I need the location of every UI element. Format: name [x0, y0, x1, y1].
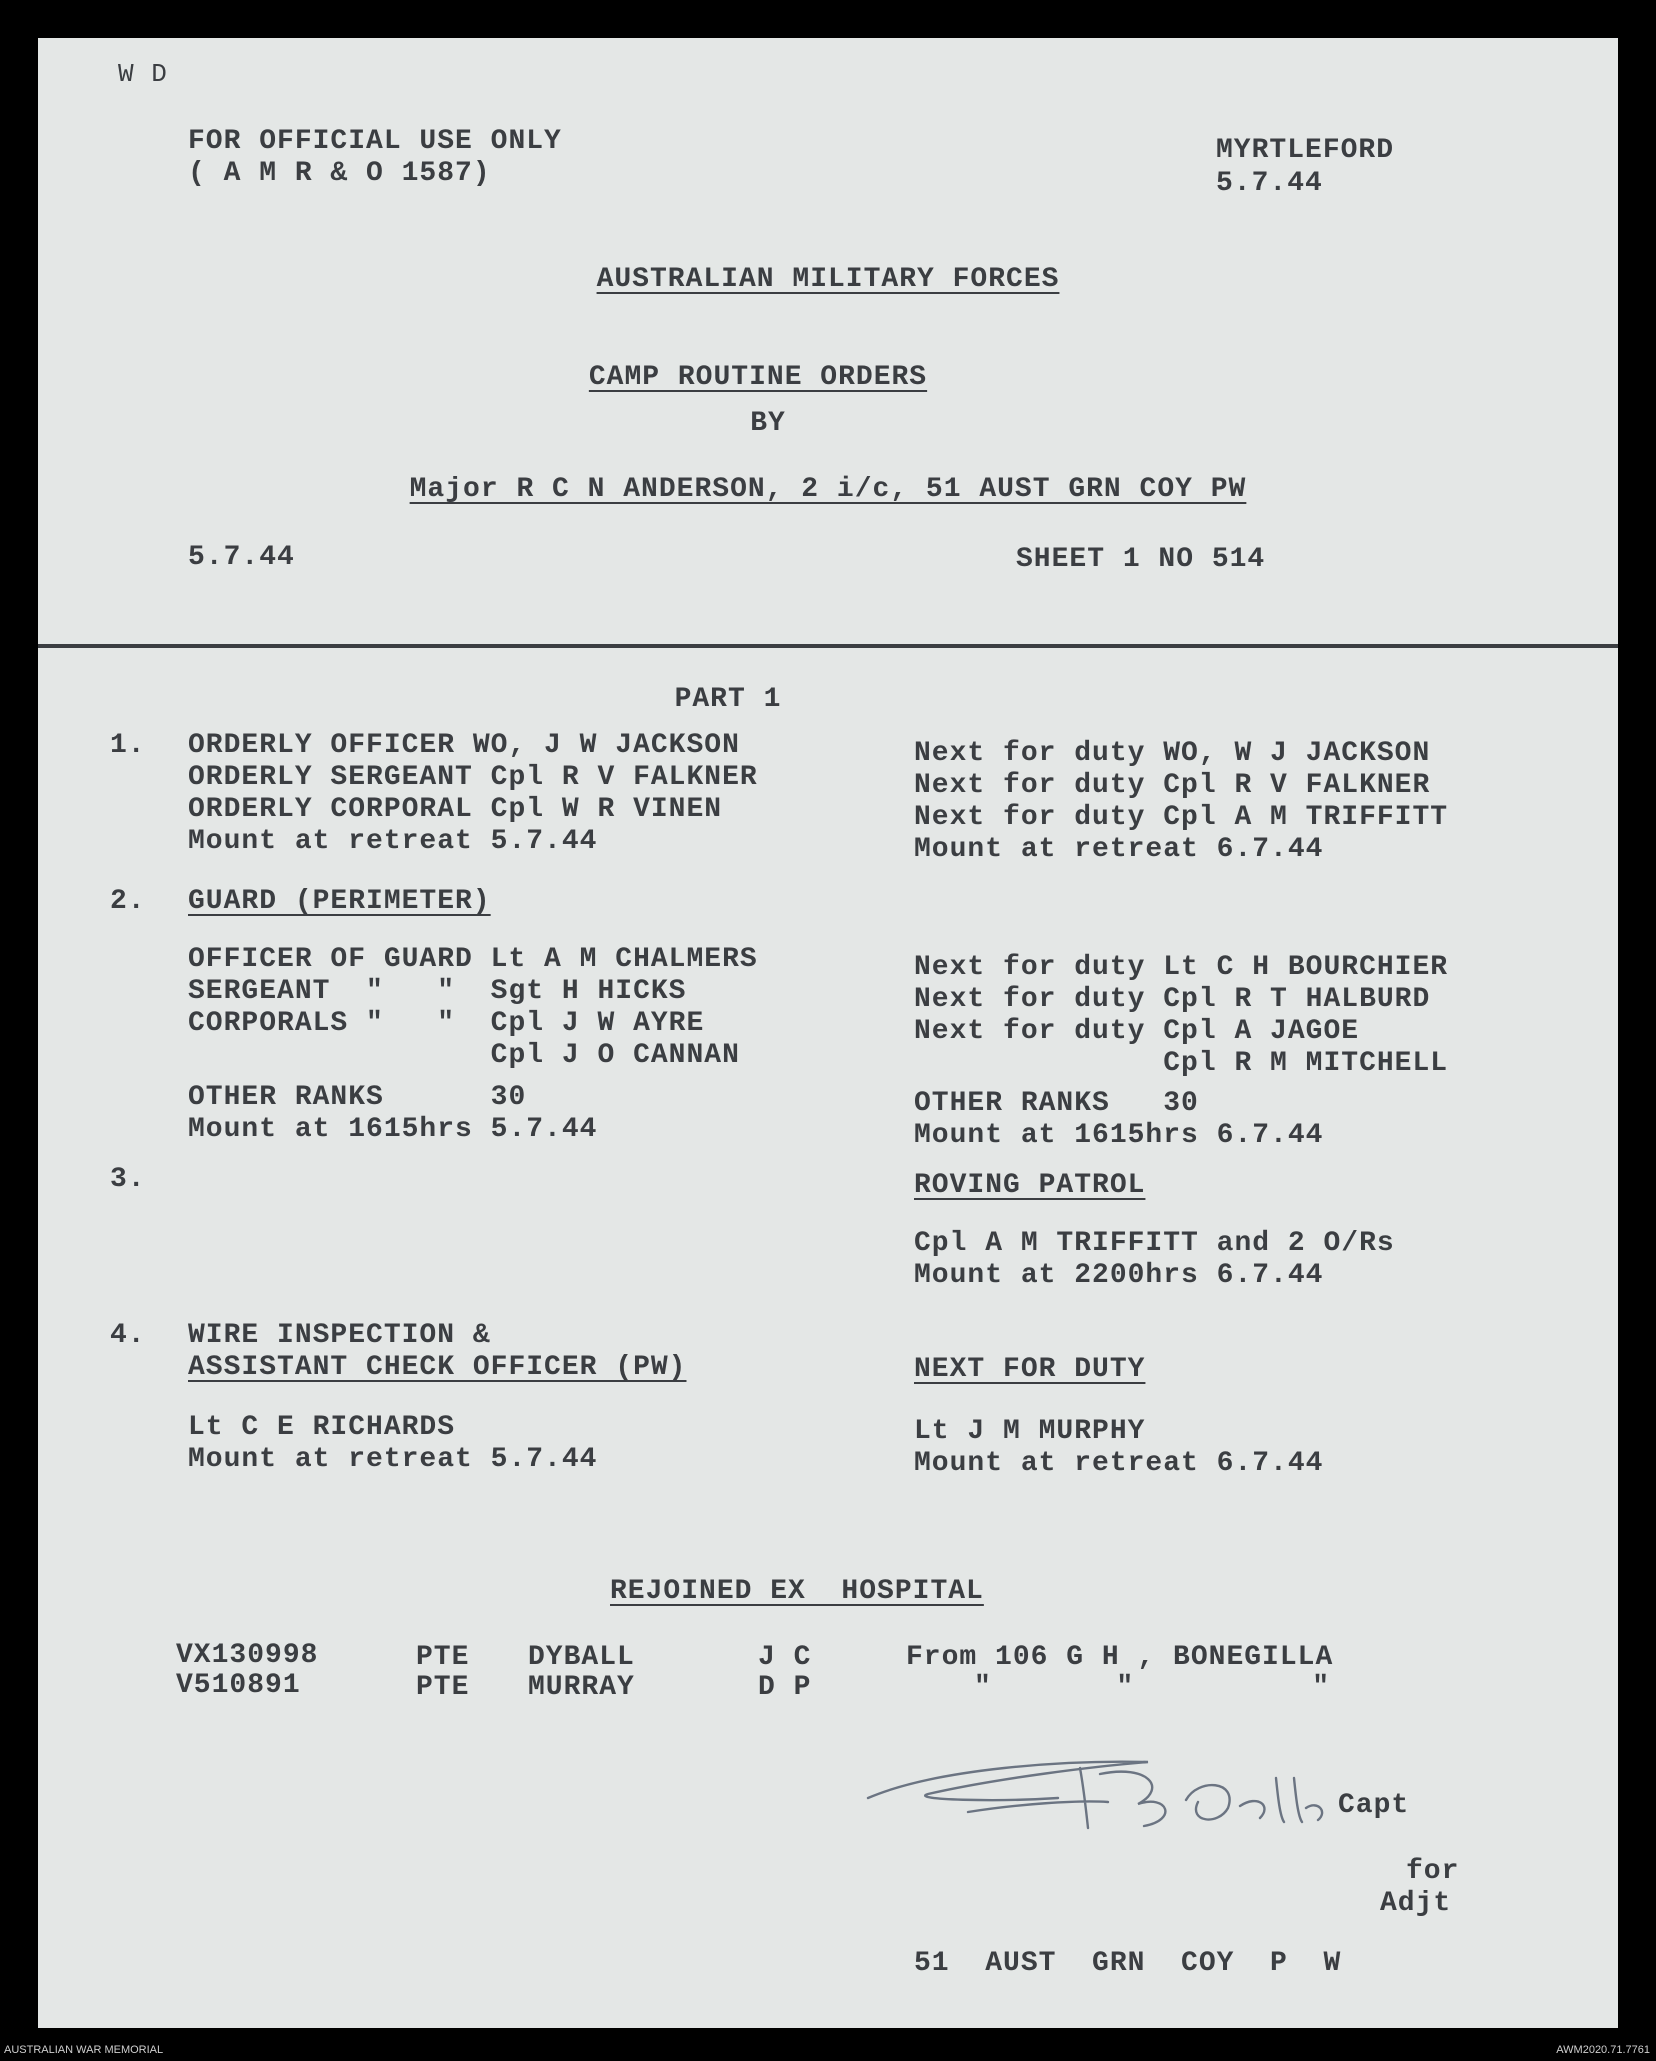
item-4-left-line: Lt C E RICHARDS: [188, 1412, 456, 1443]
official-use-label: FOR OFFICIAL USE ONLY: [188, 126, 562, 157]
from-unit: From 106 G H , BONEGILLA: [906, 1642, 1334, 1673]
item-2-left-line: OFFICER OF GUARD Lt A M CHALMERS: [188, 944, 758, 975]
item-2-right-line: Cpl R M MITCHELL: [914, 1048, 1449, 1079]
item-1-left-line: ORDERLY OFFICER WO, J W JACKSON: [188, 730, 740, 761]
item-2-right-line: Next for duty Lt C H BOURCHIER: [914, 952, 1449, 983]
item-1-right-line: Next for duty WO, W J JACKSON: [914, 738, 1431, 769]
item-2-left-line: CORPORALS " " Cpl J W AYRE: [188, 1008, 705, 1039]
archive-reference: AWM2020.71.7761: [1556, 2044, 1650, 2056]
rejoined-heading: REJOINED EX HOSPITAL: [610, 1576, 984, 1607]
initials: D P: [758, 1672, 812, 1703]
header-date: 5.7.44: [1216, 168, 1323, 199]
item-2-right-line: Next for duty Cpl R T HALBURD: [914, 984, 1431, 1015]
item-3-right-line: Cpl A M TRIFFITT and 2 O/Rs: [914, 1228, 1395, 1259]
check-officer-heading: ASSISTANT CHECK OFFICER (PW): [188, 1352, 687, 1383]
forces-title: AUSTRALIAN MILITARY FORCES: [596, 264, 1060, 295]
item-1-right-line: Next for duty Cpl R V FALKNER: [914, 770, 1431, 801]
guard-heading: GUARD (PERIMETER): [188, 886, 491, 917]
horizontal-rule: [38, 644, 1618, 648]
unit-signoff: 51 AUST GRN COY P W: [914, 1948, 1342, 1979]
item-2-right-line: OTHER RANKS 30: [914, 1088, 1199, 1119]
archive-credit: AUSTRALIAN WAR MEMORIAL: [4, 2044, 164, 2056]
surname: MURRAY: [528, 1672, 635, 1703]
item-1-left-line: ORDERLY CORPORAL Cpl W R VINEN: [188, 794, 723, 825]
initials: J C: [758, 1642, 812, 1673]
wire-inspection-heading: WIRE INSPECTION &: [188, 1320, 491, 1351]
adjutant-label: Adjt: [1380, 1888, 1452, 1919]
from-unit: " " ": [974, 1672, 1331, 1703]
item-3-right-line: Mount at 2200hrs 6.7.44: [914, 1260, 1324, 1291]
by-label: BY: [750, 408, 786, 439]
orders-title: CAMP ROUTINE ORDERS: [588, 362, 928, 393]
item-2-left-line: Mount at 1615hrs 5.7.44: [188, 1114, 598, 1145]
sheet-number: SHEET 1 NO 514: [1016, 544, 1266, 575]
next-for-duty-heading: NEXT FOR DUTY: [914, 1354, 1146, 1385]
for-label: for: [1406, 1856, 1460, 1887]
service-number: VX130998: [176, 1640, 319, 1671]
part-heading: PART 1: [674, 684, 782, 715]
service-number: V510891: [176, 1670, 301, 1701]
roving-patrol-heading: ROVING PATROL: [914, 1170, 1146, 1201]
item-2-right-line: Next for duty Cpl A JAGOE: [914, 1016, 1360, 1047]
item-2-left-line: OTHER RANKS 30: [188, 1082, 527, 1113]
item-3-number: 3.: [110, 1164, 146, 1195]
document-page: [38, 38, 1618, 2028]
orders-date: 5.7.44: [188, 542, 295, 573]
rank: PTE: [416, 1672, 470, 1703]
place-name: MYRTLEFORD: [1216, 135, 1395, 166]
item-1-left-line: Mount at retreat 5.7.44: [188, 826, 598, 857]
item-2-number: 2.: [110, 886, 146, 917]
item-4-right-line: Mount at retreat 6.7.44: [914, 1448, 1324, 1479]
item-4-left-line: Mount at retreat 5.7.44: [188, 1444, 598, 1475]
item-4-right-line: Lt J M MURPHY: [914, 1416, 1146, 1447]
signatory-rank: Capt: [1338, 1790, 1410, 1821]
item-1-right-line: Next for duty Cpl A M TRIFFITT: [914, 802, 1449, 833]
rank: PTE: [416, 1642, 470, 1673]
surname: DYBALL: [528, 1642, 635, 1673]
item-2-right-line: Mount at 1615hrs 6.7.44: [914, 1120, 1324, 1151]
signature-image: [848, 1738, 1328, 1858]
regulation-ref: ( A M R & O 1587): [188, 158, 491, 189]
item-1-left-line: ORDERLY SERGEANT Cpl R V FALKNER: [188, 762, 758, 793]
top-mark: W D: [118, 59, 168, 89]
item-2-left-line: SERGEANT " " Sgt H HICKS: [188, 976, 687, 1007]
commander-line: Major R C N ANDERSON, 2 i/c, 51 AUST GRN COY PW: [409, 474, 1247, 505]
item-4-number: 4.: [110, 1320, 146, 1351]
item-1-number: 1.: [110, 730, 146, 761]
item-2-left-line: Cpl J O CANNAN: [188, 1040, 740, 1071]
item-1-right-line: Mount at retreat 6.7.44: [914, 834, 1324, 865]
